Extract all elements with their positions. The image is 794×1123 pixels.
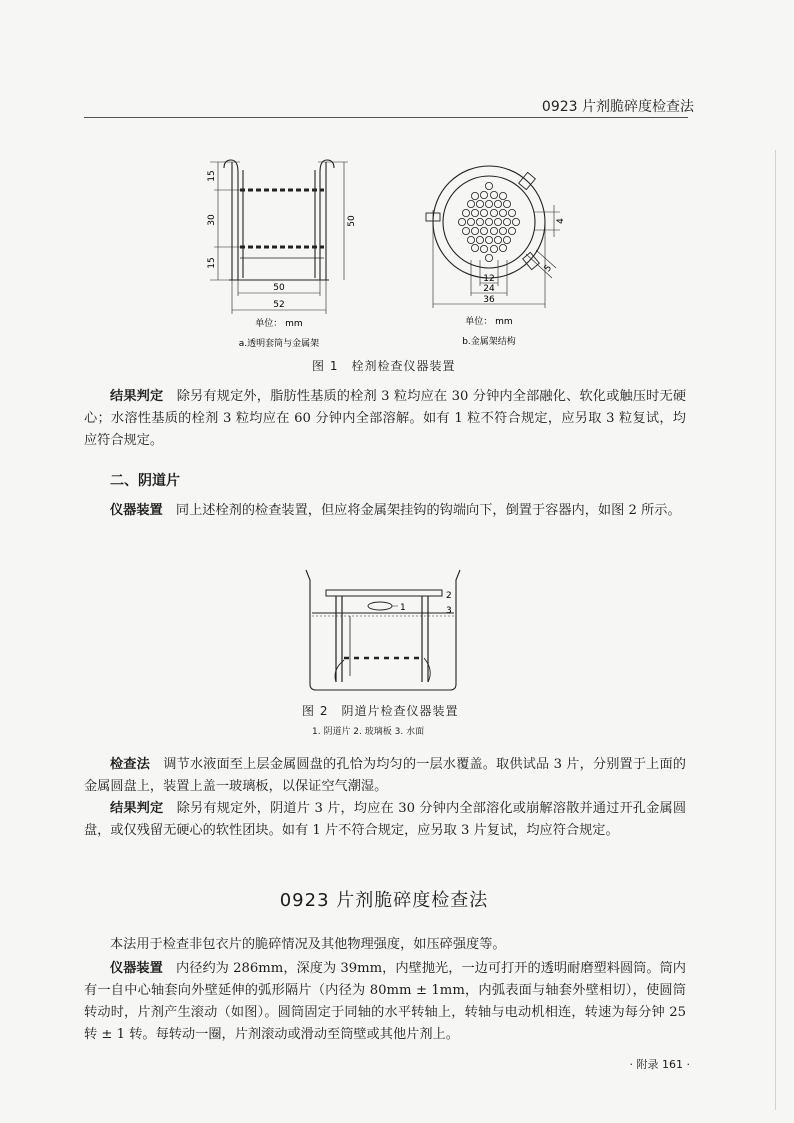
dim-5: 5 xyxy=(542,263,555,275)
apparatus-lead-3: 仪器装置 xyxy=(110,961,163,976)
figure1-panel-a xyxy=(196,150,372,350)
figure1-panel-b xyxy=(414,150,594,350)
apparatus-lead-2: 仪器装置 xyxy=(110,503,163,518)
section-heading-vaginal-tablets: 二、阴道片 xyxy=(110,473,180,489)
scan-margin-line xyxy=(775,150,776,1110)
figure2-legend: 1. 阴道片 2. 玻璃板 3. 水面 xyxy=(312,727,425,737)
dim-30: 30 xyxy=(207,214,217,226)
intro-paragraph: 本法用于检查非包衣片的脆碎情况及其他物理强度，如压碎强度等。 xyxy=(110,937,506,952)
dim-52-width: 52 xyxy=(273,300,285,310)
result-text-2: 除另有规定外，阴道片 3 片，均应在 30 分钟内全部溶化或崩解溶散并通过开孔金属圆盘，或仅残留无硬心的软性团块。如有 1 片不符合规定，应另取 3 片复试，均应符合规定。 xyxy=(84,801,687,838)
dim-15-top: 15 xyxy=(207,170,217,182)
chapter-title: 0923 片剂脆碎度检查法 xyxy=(279,890,489,911)
running-header: 0923 片剂脆碎度检查法 xyxy=(541,99,694,115)
result-lead-1: 结果判定 xyxy=(110,389,164,404)
panel-label-a: a.透明套筒与金属架 xyxy=(238,339,320,349)
label-3-water-surface: 3 xyxy=(446,606,452,616)
result-paragraph-suppositories xyxy=(84,386,686,452)
header-rule xyxy=(84,117,688,118)
figure1b-drawing xyxy=(414,150,594,350)
dim-50-height: 50 xyxy=(347,215,357,227)
figure2-drawing-container xyxy=(300,566,470,696)
label-1-tablet: 1 xyxy=(400,603,406,613)
result-paragraph-vaginal xyxy=(84,798,686,842)
method-lead: 检查法 xyxy=(110,757,150,772)
method-paragraph xyxy=(84,754,686,798)
unit-label-a: 单位： mm xyxy=(255,319,303,329)
dim-36: 36 xyxy=(483,295,495,305)
label-2-glass-plate: 2 xyxy=(446,591,452,601)
dim-12: 12 xyxy=(483,274,495,284)
result-lead-2: 结果判定 xyxy=(110,801,164,816)
dim-4: 4 xyxy=(556,218,566,224)
figure1a-drawing xyxy=(196,150,372,350)
dim-24: 24 xyxy=(483,284,495,294)
page-number-footer: · 附录 161 · xyxy=(629,1058,690,1071)
apparatus-text-2: 同上述栓剂的检查装置，但应将金属架挂钩的钩端向下，倒置于容器内，如图 2 所示。 xyxy=(162,503,681,518)
dim-50-width: 50 xyxy=(273,283,285,293)
method-text: 调节水液面至上层金属圆盘的孔恰为均匀的一层水覆盖。取供试品 3 片，分别置于上面的金属圆盘上，装置上盖一玻璃板，以保证空气潮湿。 xyxy=(84,757,686,794)
figure2-caption: 图 2 阴道片检查仪器装置 xyxy=(302,704,459,718)
dim-15-bottom: 15 xyxy=(207,257,217,269)
unit-label-b: 单位： mm xyxy=(465,317,513,327)
figure2-drawing xyxy=(300,566,470,696)
result-text-1: 除另有规定外，脂肪性基质的栓剂 3 粒均应在 30 分钟内全部融化、软化或触压时无硬心；水溶性基质的栓剂 3 粒均应在 60 分钟内全部溶解。如有 1 粒不符合规定，应另取 3 粒复试，均应符合规定。 xyxy=(84,389,687,448)
apparatus-paragraph-vaginal xyxy=(84,500,686,522)
apparatus-paragraph-friability xyxy=(84,958,686,1046)
figure1-caption: 图 1 栓剂检查仪器装置 xyxy=(312,359,456,373)
panel-label-b: b.金属架结构 xyxy=(462,337,516,347)
apparatus-text-3: 内径约为 286mm，深度为 39mm，内壁抛光，一边可打开的透明耐磨塑料圆筒。筒内有一自中心轴套向外壁延伸的弧形隔片（内径为 80mm ± 1mm，内弧表面与轴套外壁相切），使圆筒转动时，片剂产生滚动（如图）。圆筒固定于同轴的水平转轴上，转轴与电动机相连，转速为每分钟 25 转 ± 1 转。每转动一圈，片剂滚动或滑动至筒壁或其他片剂上。 xyxy=(84,961,686,1042)
